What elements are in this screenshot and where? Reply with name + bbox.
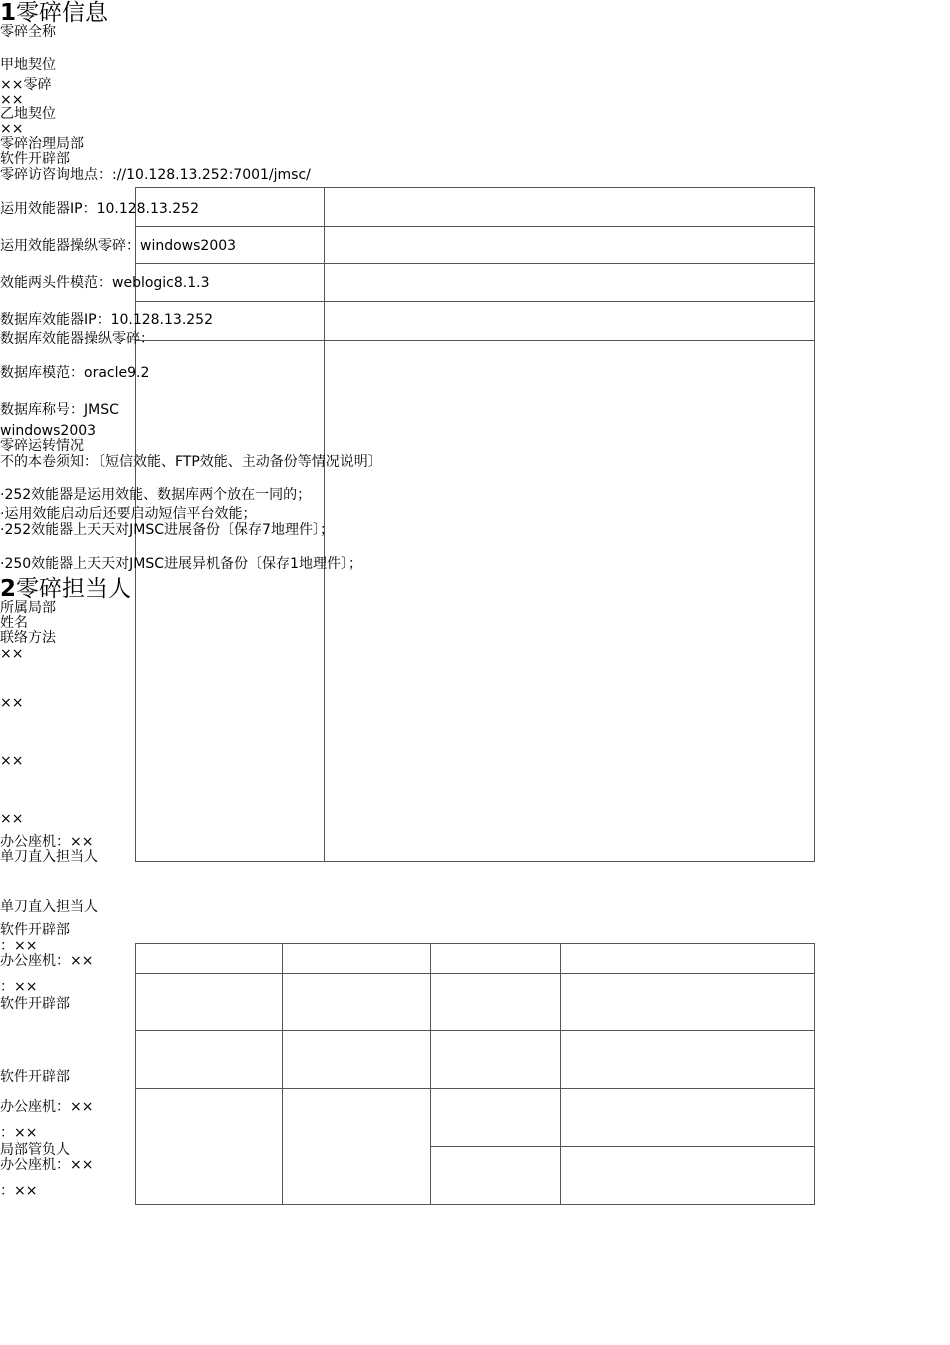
db-server-os: 数据库效能器操纵零碎：	[0, 331, 154, 347]
system-info-table-row-divider	[135, 226, 815, 227]
notes-label: 不的本卷须知：〔短信效能、FTP效能、主动备份等情况说明〕	[0, 454, 382, 470]
party-b-value: ××	[0, 121, 24, 137]
colon-x-4: ：××	[0, 1183, 38, 1199]
system-info-table-row-divider	[135, 340, 815, 341]
dept-manager: 局部管负人	[0, 1142, 70, 1158]
owner-table-row-divider	[135, 973, 815, 974]
direct-person-1: 单刀直入担当人	[0, 849, 98, 865]
mgmt-dept-label: 零碎治理局部	[0, 136, 84, 152]
middleware-type: 效能两头件模范：weblogic8.1.3	[0, 275, 210, 291]
section2-number: 2	[0, 576, 17, 602]
db-type: 数据库模范：oracle9.2	[0, 365, 150, 381]
owner-table-row-divider	[135, 1030, 815, 1031]
office-phone-2: 办公座机：××	[0, 953, 94, 969]
direct-person-2: 单刀直入担当人	[0, 899, 98, 915]
colon-x-3: ：××	[0, 1125, 38, 1141]
system-info-table-row-divider	[135, 301, 815, 302]
db-server-ip: 数据库效能器IP：10.128.13.252	[0, 312, 213, 328]
dept-1: 软件开辟部	[0, 922, 70, 938]
party-a-value: ××	[0, 92, 24, 108]
dept-3: 软件开辟部	[0, 1069, 70, 1085]
section2-heading	[0, 578, 131, 601]
owner-table-col-divider	[430, 943, 431, 1205]
colon-x-1: ：××	[0, 938, 38, 954]
owner-table-row-divider	[135, 1088, 815, 1089]
office-phone-1: 办公座机：××	[0, 834, 94, 850]
office-phone-4: 办公座机：××	[0, 1157, 94, 1173]
party-b-label: 乙地契位	[0, 106, 56, 122]
system-full-name-label: 零碎全称	[0, 24, 56, 40]
section1-title: 零碎信息	[16, 0, 109, 26]
run-status-label: 零碎运转情况	[0, 438, 84, 454]
section1-number: 1	[0, 0, 17, 26]
access-url: 零碎访咨询地点：://10.128.13.252:7001/jmsc/	[0, 167, 311, 183]
app-server-ip: 运用效能器IP：10.128.13.252	[0, 201, 199, 217]
colon-x-2: ：××	[0, 979, 38, 995]
party-a-value-system: ××零碎	[0, 77, 52, 93]
placeholder-x-1: ××	[0, 646, 24, 662]
placeholder-x-2: ××	[0, 695, 24, 711]
dept-2: 软件开辟部	[0, 996, 70, 1012]
col-dept: 所属局部	[0, 600, 56, 616]
col-contact: 联络方法	[0, 630, 56, 646]
db-os-value: windows2003	[0, 423, 97, 439]
placeholder-x-3: ××	[0, 753, 24, 769]
mgmt-dept-value: 软件开辟部	[0, 151, 70, 167]
col-name: 姓名	[0, 615, 28, 631]
owner-table-col-divider	[560, 943, 561, 1205]
app-server-os: 运用效能器操纵零碎：windows2003	[0, 238, 237, 254]
placeholder-x-4: ××	[0, 811, 24, 827]
db-name: 数据库称号：JMSC	[0, 402, 119, 418]
section2-title: 零碎担当人	[16, 576, 132, 602]
note-3: ·252效能器上天天对JMSC进展备份〔保存7地理件〕；	[0, 522, 334, 538]
section1-heading	[0, 2, 108, 25]
owner-table-col-divider	[282, 943, 283, 1205]
owner-table-row-divider	[430, 1146, 815, 1147]
note-1: ·252效能器是运用效能、数据库两个放在一同的；	[0, 487, 312, 503]
owner-table	[135, 943, 815, 1205]
note-4: ·250效能器上天天对JMSC进展异机备份〔保存1地理件〕；	[0, 556, 362, 572]
note-2: ·运用效能启动后还要启动短信平台效能；	[0, 506, 257, 522]
system-info-table-row-divider	[135, 263, 815, 264]
office-phone-3: 办公座机：××	[0, 1099, 94, 1115]
party-a-label: 甲地契位	[0, 57, 56, 73]
